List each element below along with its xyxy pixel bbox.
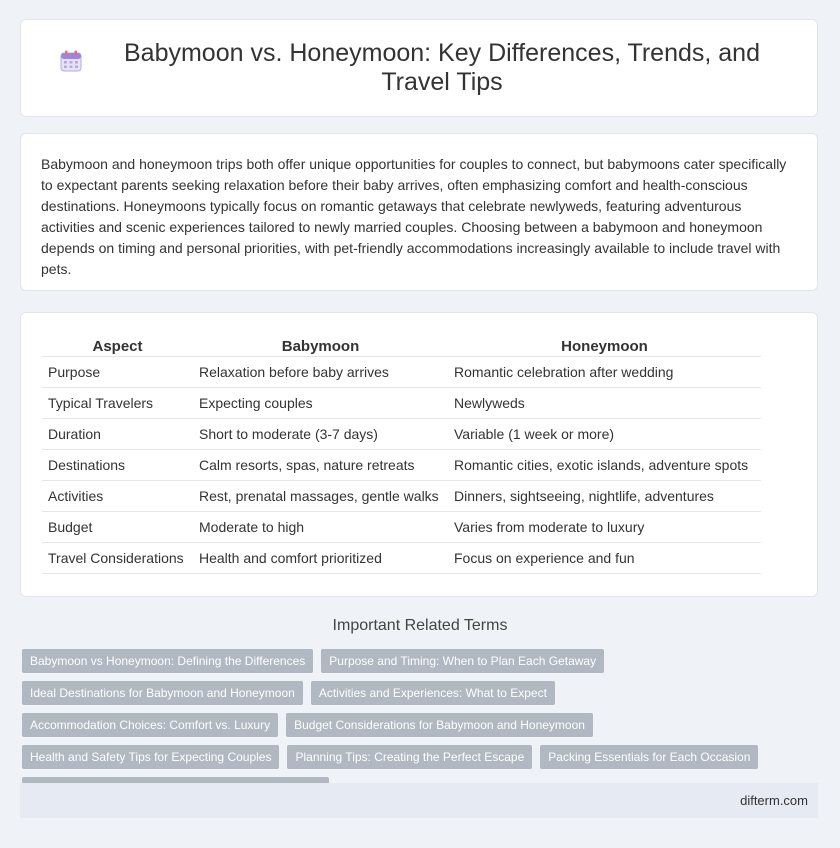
table-cell: Destinations	[42, 450, 193, 481]
calendar-icon	[59, 49, 83, 78]
table-row	[42, 388, 761, 419]
related-term-link[interactable]: Babymoon vs Honeymoon: Defining the Differences	[22, 649, 313, 673]
table-cell: Relaxation before baby arrives	[193, 357, 448, 388]
table-cell: Varies from moderate to luxury	[448, 512, 761, 543]
table-row	[42, 543, 761, 574]
table-cell: Romantic celebration after wedding	[448, 357, 761, 388]
table-row	[42, 419, 761, 450]
table-cell: Expecting couples	[193, 388, 448, 419]
site-link[interactable]: difterm.com	[740, 793, 808, 808]
table-cell: Newlyweds	[448, 388, 761, 419]
column-header-babymoon: Babymoon	[281, 338, 360, 355]
table-cell: Purpose	[42, 357, 193, 388]
table-cell: Budget	[42, 512, 193, 543]
related-term-link[interactable]: Budget Considerations for Babymoon and Honeymoon	[286, 713, 593, 737]
table-cell: Calm resorts, spas, nature retreats	[193, 450, 448, 481]
related-term-link[interactable]: Health and Safety Tips for Expecting Couples	[22, 745, 279, 769]
intro-paragraph: Babymoon and honeymoon trips both offer unique opportunities for couples to connect, but babymoons cater specifically to expectant parents seeking relaxation before their baby arrives, often emphasizing comfort and health-conscious destinations. Honeymoons typically focus on romantic getaways that celebrate newlyweds, featuring adventurous activities and scenic experiences tailored to newly married couples. Choosing between a babymoon and honeymoon depends on timing and personal priorities, with pet-friendly accommodations increasingly available to include travel with pets.	[41, 156, 787, 277]
footer	[20, 783, 818, 818]
table-row	[42, 450, 761, 481]
related-term-link[interactable]: Accommodation Choices: Comfort vs. Luxury	[22, 713, 278, 737]
table-cell: Dinners, sightseeing, nightlife, adventures	[448, 481, 761, 512]
related-term-link[interactable]: Purpose and Timing: When to Plan Each Getaway	[321, 649, 604, 673]
table-cell: Variable (1 week or more)	[448, 419, 761, 450]
related-terms-heading: Important Related Terms	[332, 617, 508, 634]
table-cell: Rest, prenatal massages, gentle walks	[193, 481, 448, 512]
related-term-link[interactable]: Packing Essentials for Each Occasion	[540, 745, 758, 769]
table-cell: Health and comfort prioritized	[193, 543, 448, 574]
table-cell: Focus on experience and fun	[448, 543, 761, 574]
comparison-table	[42, 333, 761, 574]
header-card	[20, 19, 818, 117]
table-cell: Travel Considerations	[42, 543, 193, 574]
table-row	[42, 481, 761, 512]
table-cell: Romantic cities, exotic islands, adventure spots	[448, 450, 761, 481]
column-header-honeymoon: Honeymoon	[561, 338, 648, 355]
page-title: Babymoon vs. Honeymoon: Key Differences, Trends, and Travel Tips	[124, 39, 760, 96]
table-cell: Moderate to high	[193, 512, 448, 543]
related-term-link[interactable]: Planning Tips: Creating the Perfect Escape	[287, 745, 532, 769]
table-header-row	[42, 333, 761, 357]
related-term-link[interactable]: Ideal Destinations for Babymoon and Honeymoon	[22, 681, 303, 705]
table-cell: Activities	[42, 481, 193, 512]
table-cell: Typical Travelers	[42, 388, 193, 419]
table-row	[42, 357, 761, 388]
comparison-table-card	[20, 312, 818, 597]
table-cell: Short to moderate (3-7 days)	[193, 419, 448, 450]
column-header-aspect: Aspect	[92, 338, 143, 355]
intro-card	[20, 133, 818, 291]
table-row	[42, 512, 761, 543]
related-term-link[interactable]: Activities and Experiences: What to Expect	[311, 681, 555, 705]
table-cell: Duration	[42, 419, 193, 450]
